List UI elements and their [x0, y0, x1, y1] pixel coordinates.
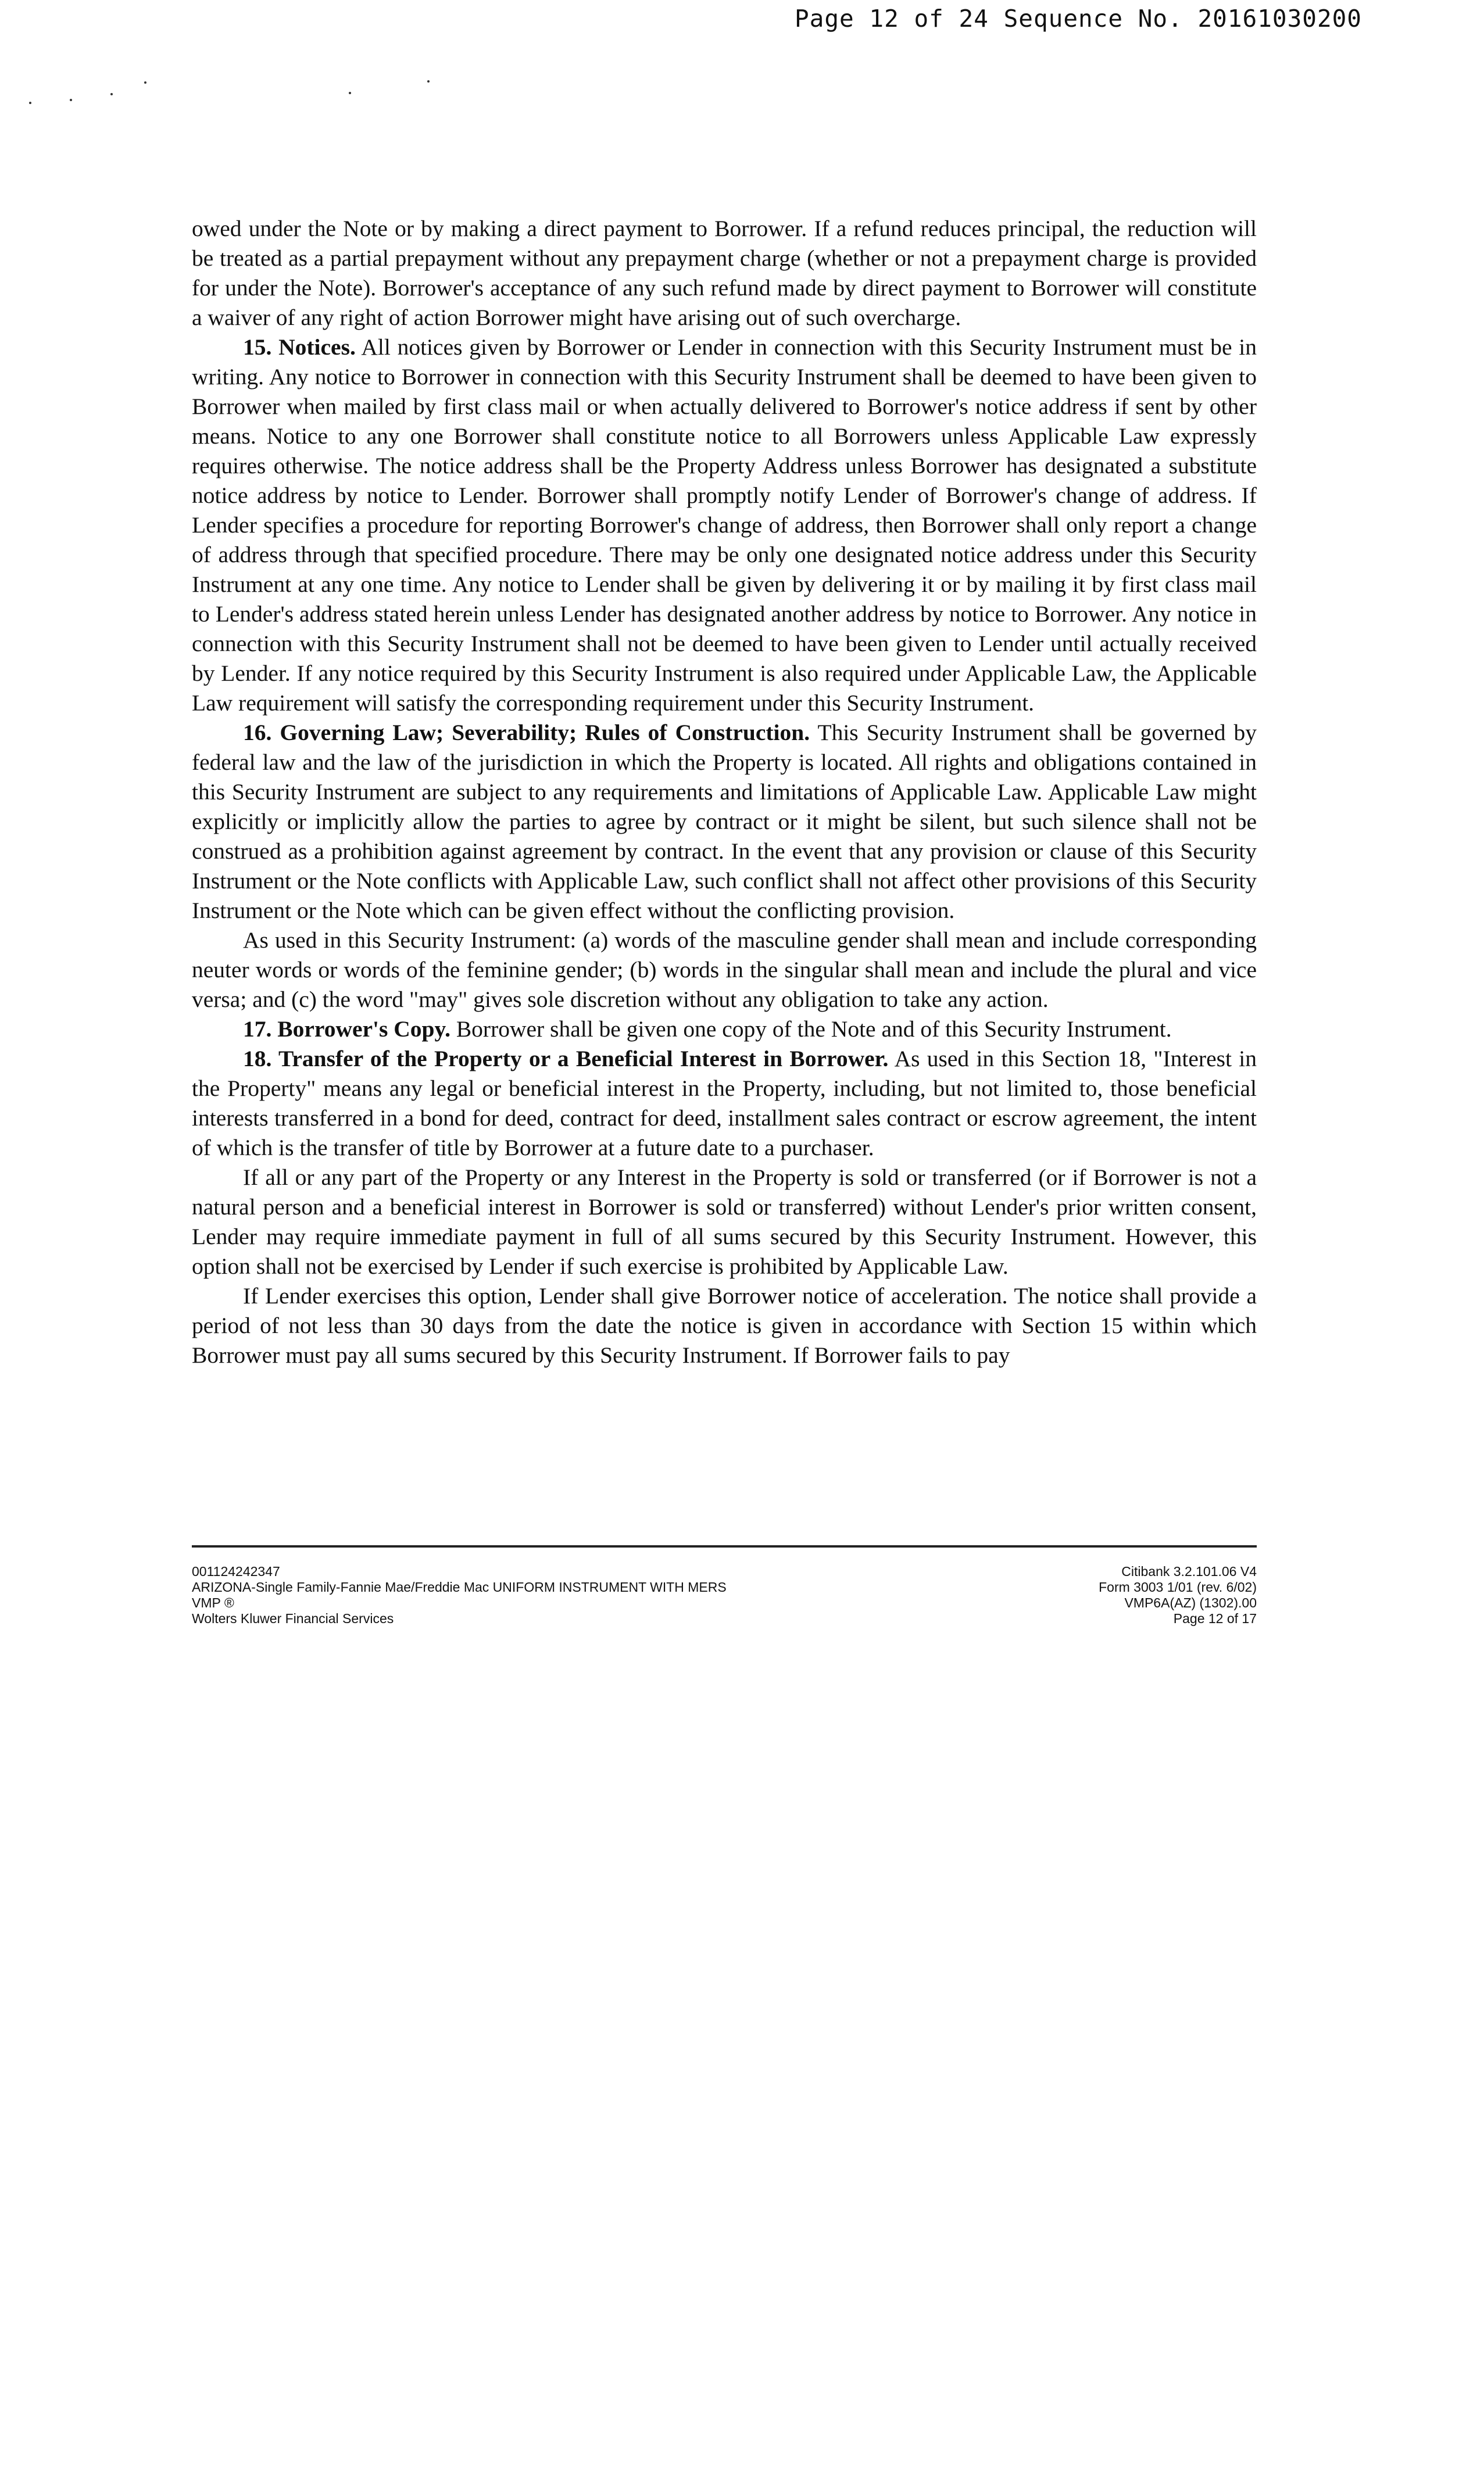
footer-divider	[192, 1545, 1257, 1548]
section-18-text: As used in this Section 18, "Interest in the Property" means any legal or beneficial interest in the Property, including, but not limited to, those beneficial interests transferred in a bond for deed, contract for deed, installment sales contract or escrow agreement, the intent of which is the transfer of title by Borrower at a future date to a purchaser.	[192, 1046, 1257, 1160]
section-18-acceleration-paragraph: If Lender exercises this option, Lender shall give Borrower notice of acceleration. The notice shall provide a period of not less than 30 days from the date the notice is given in accordance with Section 15 within which Borrower must pay all sums secured by this Security Instrument. If Borrower fails to pay	[192, 1283, 1257, 1368]
section-18-sale-paragraph: If all or any part of the Property or any Interest in the Property is sold or transferred (or if Borrower is not a natural person and a beneficial interest in Borrower is sold or transferred) without Lender's prior written consent, Lender may require immediate payment in full of all sums secured by this Security Instrument. However, this option shall not be exercised by Lender if such exercise is prohibited by Applicable Law.	[192, 1164, 1257, 1279]
section-15-notices	[192, 333, 1257, 718]
paragraph-refund-continuation: owed under the Note or by making a direct payment to Borrower. If a refund reduces principal, the reduction will be treated as a partial prepayment without any prepayment charge (whether or not a prepayment charge is provided for under the Note). Borrower's acceptance of any such refund made by direct payment to Borrower will constitute a waiver of any right of action Borrower might have arising out of such overcharge.	[192, 216, 1257, 330]
scan-speck	[144, 81, 146, 84]
scan-speck	[427, 80, 430, 83]
lender-version: Citibank 3.2.101.06 V4	[1121, 1564, 1257, 1579]
section-16-text: This Security Instrument shall be governed by federal law and the law of the jurisdiction in which the Property is located. All rights and obligations contained in this Security Instrument are subject to any requirements and limitations of Applicable Law. Applicable Law might explicitly or implicitly allow the parties to agree by contract or it might be silent, but such silence shall not be construed as a prohibition against agreement by contract. In the event that any provision or clause of this Security Instrument or the Note conflicts with Applicable Law, such conflict shall not affect other provisions of this Security Instrument or the Note which can be given effect without the conflicting provision.	[192, 720, 1257, 923]
section-16-construction-paragraph: As used in this Security Instrument: (a) words of the masculine gender shall mean and include corresponding neuter words or words of the feminine gender; (b) words in the singular shall mean and include the plural and vice versa; and (c) the word "may" gives sole discretion without any obligation to take any action.	[192, 927, 1257, 1012]
vmp-form-code: VMP6A(AZ) (1302).00	[1124, 1595, 1257, 1610]
form-number: Form 3003 1/01 (rev. 6/02)	[1099, 1580, 1257, 1595]
section-17-text: Borrower shall be given one copy of the Note and of this Security Instrument.	[450, 1016, 1172, 1042]
section-17-heading: 17. Borrower's Copy.	[243, 1016, 450, 1042]
scan-speck	[70, 99, 72, 101]
vmp-mark: VMP ®	[192, 1595, 234, 1610]
section-15-text: All notices given by Borrower or Lender in connection with this Security Instrument must be in writing. Any notice to Borrower in connection with this Security Instrument shall be deemed to have been given to Borrower when mailed by first class mail or when actually delivered to Borrower's notice address if sent by other means. Notice to any one Borrower shall constitute notice to all Borrowers unless Applicable Law expressly requires otherwise. The notice address shall be the Property Address unless Borrower has designated a substitute notice address by notice to Lender. Borrower shall promptly notify Lender of Borrower's change of address. If Lender specifies a procedure for reporting Borrower's change of address, then Borrower shall only report a change of address through that specified procedure. There may be only one designated notice address under this Security Instrument at any one time. Any notice to Lender shall be given by delivering it or by mailing it by first class mail to Lender's address stated herein unless Lender has designated another address by notice to Borrower. Any notice in connection with this Security Instrument shall not be deemed to have been given to Lender until actually received by Lender. If any notice required by this Security Instrument is also required under Applicable Law, the Applicable Law requirement will satisfy the corresponding requirement under this Security Instrument.	[192, 334, 1257, 716]
form-page-number: Page 12 of 17	[1173, 1611, 1257, 1626]
scan-speck	[110, 93, 113, 95]
loan-number: 001124242347	[192, 1564, 280, 1579]
section-18-heading: 18. Transfer of the Property or a Beneficial Interest in Borrower.	[243, 1046, 889, 1071]
scan-speck	[29, 102, 31, 104]
section-16-heading: 16. Governing Law; Severability; Rules of Construction.	[243, 720, 810, 745]
section-16-governing-law	[192, 718, 1257, 926]
footer-left-block	[192, 1564, 727, 1627]
form-description: ARIZONA-Single Family-Fannie Mae/Freddie Mac UNIFORM INSTRUMENT WITH MERS	[192, 1580, 727, 1595]
page-sequence-header: Page 12 of 24 Sequence No. 20161030200	[795, 5, 1362, 33]
section-18-transfer	[192, 1044, 1257, 1163]
section-15-heading: 15. Notices.	[243, 334, 356, 360]
section-17-borrowers-copy	[192, 1014, 1257, 1044]
publisher-name: Wolters Kluwer Financial Services	[192, 1611, 394, 1626]
footer-right-block	[1099, 1564, 1257, 1627]
document-body	[192, 214, 1257, 1370]
scan-speck	[349, 92, 351, 94]
